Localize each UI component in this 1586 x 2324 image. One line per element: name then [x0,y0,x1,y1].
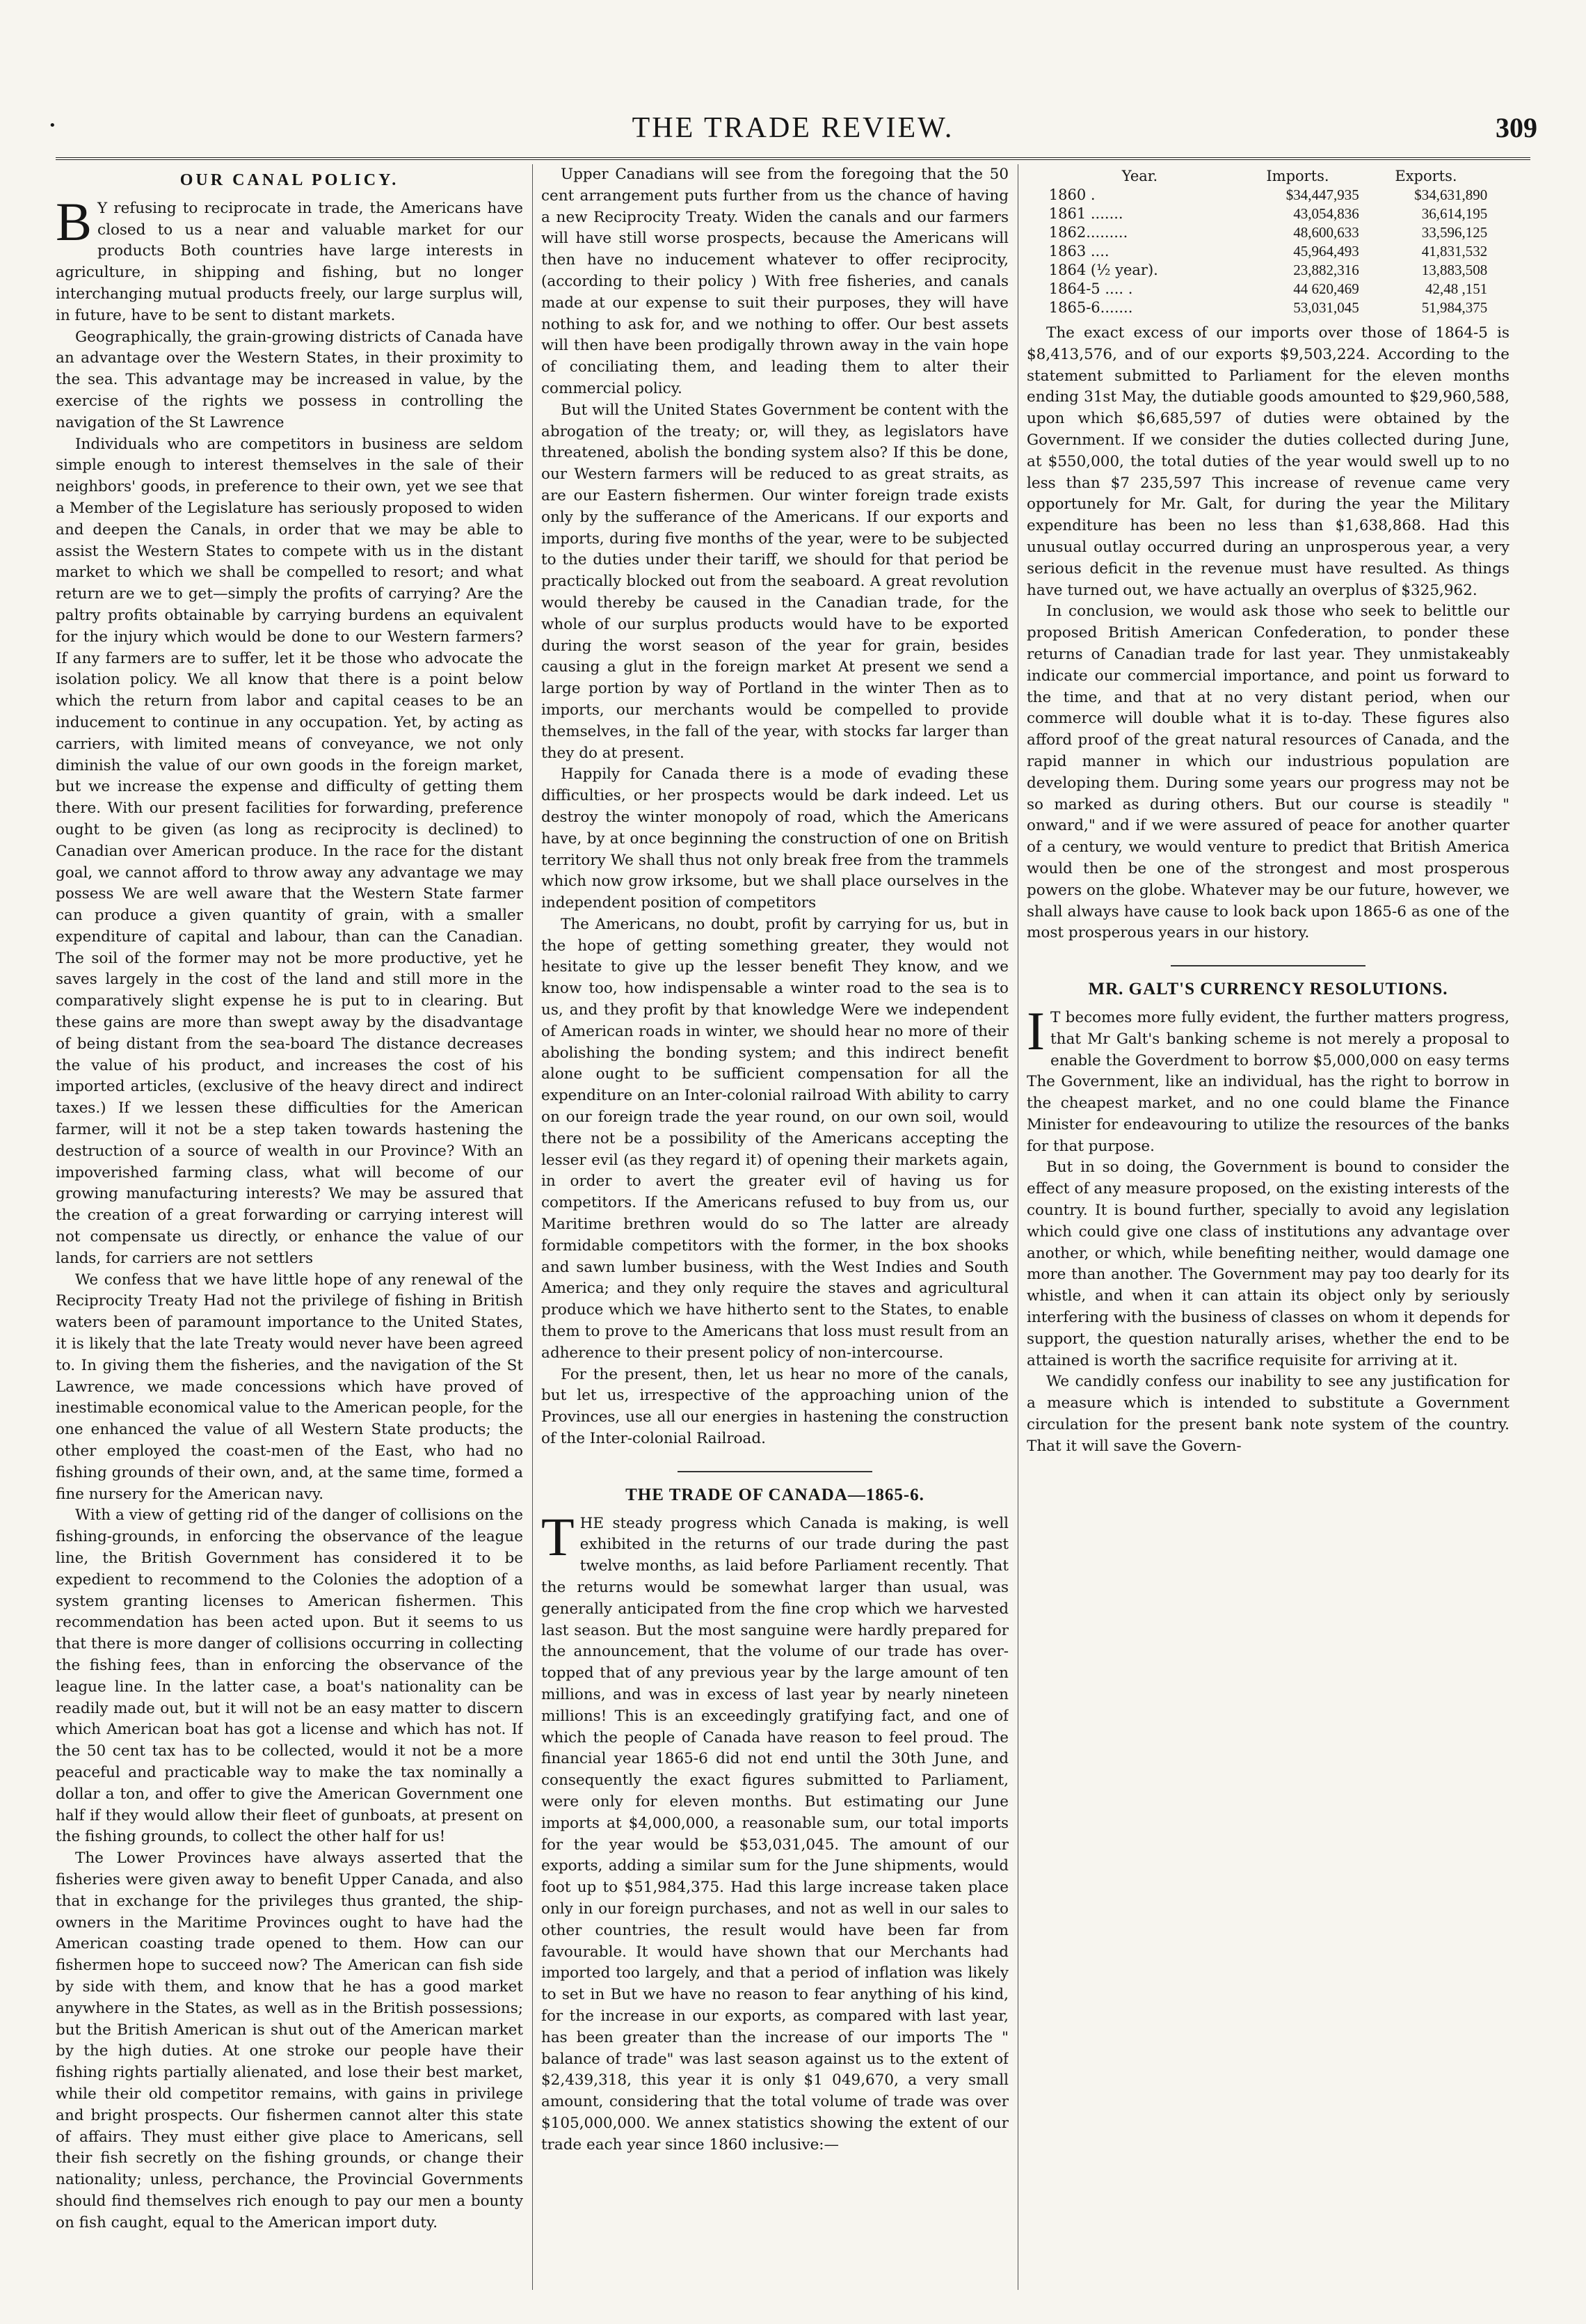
column-3 [1027,164,1509,2290]
galt-article-title: MR. GALT'S CURRENCY RESOLUTIONS. [1088,980,1448,999]
imports-cell: $34,447,935 [1285,186,1359,203]
column-header: Exports. [1395,168,1457,184]
trade-statistics-table [1046,167,1490,317]
masthead: THE TRADE REVIEW. [632,112,954,144]
trade-article-title: THE TRADE OF CANADA—1865-6. [625,1485,924,1504]
exports-cell: 33,596,125 [1421,224,1488,241]
header-rule [56,157,1530,160]
canal-paragraph: We confess that we have little hope of any renewal of the Reciprocity Treaty Had not the privilege of fishing in British waters been of paramount importance to the United States, it is likely that the late Treaty would never have been agreed to. In giving them the fisheries, and the navigation of the St Lawrence, we made concessions which have proved of inestimable economical value to the American people, for the one enhanced the value of all Western State products; the other employed the coast-men of the East, who had no fishing grounds of their own, and, at the same time, formed a fine nursery for the American navy. [56,1271,523,1503]
paragraph-text: Y refusing to reciprocate in trade, the Americans have closed to us a near and valuable market for our products Both countries have large interests in agriculture, in shipping and fishing, but no longer interchanging mutual products freely, our large surplus will, in future, have to be sent to distant markets. [56,199,523,324]
article-separator [678,1471,872,1472]
trade-paragraph: In conclusion, we would ask those who seek to belittle our proposed British American Confederation, to ponder these returns of Canadian trade for last year. They unmistakeably indicate our commercial importance, and point us forward to the time, and that at no very distant period, when our commerce will double what it is to-day. These figures also afford proof of the great natural resources of Canada, and the rapid manner in which our industrious population are developing them. During some years our progress may not be so marked as during others. But our course is steadily " onward," and if we were assured of peace for another quarter of a century, we would venture to predict that British America would then be one of the strongest and most prosperous powers on the globe. Whatever may be our future, however, we shall always have cause to look back upon 1865-6 as one of the most prosperous years in our history. [1027,603,1509,942]
paragraph-text: T becomes more fully evident, the further matters progress, that Mr Galt's banking scheme is not merely a proposal to enable the Goverdment to borrow $5,000,000 on easy terms The Government, like an individual, has the right to borrow in the cheapest market, and no one could blame the Finance Minister for endeavouring to utilize the resources of the banks for that purpose. [1027,1008,1509,1155]
year-cell: 1860 . [1048,186,1096,203]
imports-cell: 43,054,836 [1293,205,1359,222]
year-cell: 1864 (½ year). [1048,262,1158,278]
bullet-mark: • [49,118,56,133]
imports-cell: 44 620,469 [1293,280,1359,297]
exports-cell: 13,883,508 [1421,262,1488,278]
exports-cell: 41,831,532 [1421,243,1488,260]
canal-paragraph: Geographically, the grain-growing districts of Canada have an advantage over the Western States, in their proximity to the sea. This advantage may be increased in value, by the exercise of the rights we possess in controlling the navigation of the St Lawrence [56,328,523,431]
page-number: 309 [1496,112,1537,143]
drop-cap: B [56,191,93,252]
running-head [49,111,1537,150]
trade-paragraph: The exact excess of our imports over those of 1864-5 is $8,413,576, and of our exports $9,503,224. According to the statement submitted to Parliament for the eleven months ending 31st May, the dutiable goods amounted to $29,960,588, upon which $6,685,597 of duties were obtained by the Government. If we consider the duties collected during June, at $550,000, the total duties of the year would swell up to no less than $7 235,597 This increase of revenue came very opportunely for Mr. Galt, for during the year the Military expenditure has been no less than $1,638,868. Had this unusual outlay occurred during an unprosperous year, a very serious deficit in the revenue must have resulted. As things have turned out, we have actually an overplus of $325,962. [1027,324,1509,599]
exports-cell: 51,984,375 [1421,299,1488,316]
canal-article-title: OUR CANAL POLICY. [179,171,399,189]
table-row [1046,242,1490,261]
canal-paragraph: Individuals who are competitors in business are seldom simple enough to interest themselves in the sale of their neighbors' goods, in preference to their own, yet we see that a Member of the Legislature has seriously proposed to widen and deepen the Canals, in order that we may be able to assist the Western States to compete with us in the distant market to which we shall be compelled to resort; and what return are we to get—simply the profits of carrying? Are the paltry profits obtainable by carrying burdens an equivalent for the injury which would be done to our Western farmers? If any farmers are to suffer, let it be those who advocate the isolation policy. We all know that there is a point below which the return from labor and capital ceases to be an inducement to continue in any occupation. Yet, by acting as carriers, with limited means of conveyance, we not only diminish the value of our own goods in the foreign market, but we increase the expense and difficulty of getting them there. With our present facilities for forwarding, preference ought to be given (as long as reciprocity is declined) to Canadian over American produce. In the race for the distant goal, we cannot afford to throw away any advantage we may possess We are well aware that the Western State farmer can produce a given quantity of grain, with a smaller expenditure of capital and labour, than can the Canadian. The soil of the former may not be more productive, yet he saves largely in the cost of the land and still more in the comparatively slight expense he is put to in clearing. But these gains are more than swept away by the disadvantage of being distant from the sea-board The distance decreases the value of his product, and increases the cost of his imported articles, (exclusive of the heavy direct and indirect taxes.) If we lessen these difficulties for the American farmer, will it not be a step taken towards hastening the destruction of a source of wealth in our Province? With an impoverished farming class, what will become of our growing manufacturing interests? We may be assured that the creation of a great forwarding or carrying interest will not compensate us directly, or enhance the value of our lands, for carriers are not settlers [56,435,523,1267]
year-cell: 1862......... [1048,224,1128,241]
galt-paragraph: We candidly confess our inability to see any justification for a measure which is intended to substitute a Government circulation for the present bank note system of the country. That it will save the Govern- [1027,1373,1509,1455]
trade-first-paragraph [541,1506,1009,2156]
column-2 [541,164,1009,2290]
canal-first-paragraph [56,191,523,327]
canal-paragraph: With a view of getting rid of the danger of collisions on the fishing-grounds, in enforcing the observance of the league line, the British Government has considered it to be expedient to recommend to the Colonies the adoption of a system granting licenses to American fishermen. This recommendation has been acted upon. But it seems to us that there is more danger of collisions occurring in collecting the fishing fees, than in enforcing the observance of the league line. In the latter case, a boat's nationality can be readily made out, but it will not be an easy matter to discern which American boat has got a license and which has not. If the 50 cent tax has to be collected, would it not be a more peaceful and practicable way to make the tax nominally a dollar a ton, and offer to give the American Government one half if they would allow their fleet of gunboats, at present on the fishing grounds, to collect the other half for us! [56,1506,523,1846]
column-1 [56,164,523,2290]
paragraph-text: HE steady progress which Canada is making, is well exhibited in the returns of our trade during the past twelve months, as laid before Parliament recently. That the returns would be somewhat larger than usual, was generally anticipated from the fine crop which we harvested last season. But the most sanguine were hardly prepared for the announcement, that the volume of our trade has over-topped that of any previous year by the large amount of ten millions, and was in excess of last year by nearly nineteen millions! This is an exceedingly gratifying fact, and one of which the people of Canada have reason to feel proud. The financial year 1865-6 did not end until the 30th June, and consequently the exact figures submitted to Parliament, were only for eleven months. But estimating our June imports at $4,000,000, a reasonable sum, our total imports for the year would be $53,031,045. The amount of our exports, adding a similar sum for the June shipments, would foot up to $51,984,375. Had this large increase taken place only in our foreign purchases, and not as well in our sales to other countries, the result would have been far from favourable. It would have shown that our Merchants had imported too largely, and that a period of inflation was likely to set in But we have no reason to fear anything of his kind, for the increase in our exports, as compared with last year, has been greater than the increase of our imports The " balance of trade" was last season against us to the extent of $2,439,318, this year it is only $1 049,670, a very small amount, considering that the total volume of trade was over $105,000,000. We annex statistics showing the extent of our trade each year since 1860 inclusive:— [541,1514,1009,2154]
article-separator [1171,965,1365,966]
column-header: Imports. [1266,168,1329,184]
imports-cell: 48,600,633 [1293,224,1359,241]
table-row [1046,299,1490,317]
year-cell: 1863 .... [1048,243,1110,260]
exports-cell: $34,631,890 [1414,186,1488,203]
drop-cap: T [541,1506,575,1567]
table-row [1046,186,1490,205]
canal-paragraph: The Americans, no doubt, profit by carrying for us, but in the hope of getting something greater, they would not hesitate to give up the lesser benefit They know, and we know too, how indispensable a winter road to the sea is to us, and they profit by that knowledge Were we independent of American roads in winter, we should hear no more of their abolishing the bonding system; and this indirect benefit alone ought to be sufficient compensation for all the expenditure on an Inter-colonial railroad With ability to carry on our foreign trade the year round, on our own soil, would there not be a possibility of the Americans accepting the lesser evil (as they regard it) of opening their markets again, in order to avert the greater evil of having us for competitors. If the Americans refused to buy from us, our Maritime brethren would do so The latter are already formidable competitors with the former, in the box shooks and sawn lumber business, with the West Indies and South America; and they only require the staves and agricultural produce which we have hitherto sent to the States, to enable them to prove to the Americans that loss must result from an adherence to their present policy of non-intercourse. [541,915,1009,1362]
imports-cell: 53,031,045 [1293,299,1359,316]
imports-cell: 23,882,316 [1293,262,1359,278]
galt-paragraph: But in so doing, the Government is bound to consider the effect of any measure proposed, on the existing interests of the country. It is bound further, specially to avoid any legislation which could give one class of institutions any advantage over another, or which, while benefiting neither, would damage one more than another. The Government may pay too dearly for its whistle, and when it can attain its object only by seriously interfering with the business of classes on whom it depends for support, the question naturally arises, whether the end to be attained is worth the sacrifice requisite for arriving at it. [1027,1159,1509,1369]
year-cell: 1861 ....... [1048,205,1123,222]
canal-paragraph: But will the United States Government be content with the abrogation of the treaty; or, will they, as legislators have threatened, abolish the bonding system also? If this be done, our Western farmers will be reduced to as great straits, as are our Eastern fishermen. Our winter foreign trade exists only by the sufferance of the Americans. If our exports and imports, during five months of the year, were to be subjected to the duties under their tariff, we should for that period be practically blocked out from the seaboard. A great revolution would thereby be caused in the Canadian trade, for the whole of our surplus products would have to be exported during the worst season of the year for grain, besides causing a glut in the foreign market At present we send a large portion by way of Portland in the winter Then as to imports, our merchants would be compelled to provide themselves, in the fall of the year, with stocks far larger than they do at present. [541,401,1009,762]
column-divider [532,164,533,2290]
table-row [1046,205,1490,223]
table-header-row [1046,167,1490,186]
canal-paragraph: For the present, then, let us hear no more of the canals, but let us, irrespective of the approaching union of the Provinces, use all our energies in hastening the construction of the Inter-colonial Railroad. [541,1365,1009,1448]
canal-paragraph: Upper Canadians will see from the foregoing that the 50 cent arrangement puts further from us the chance of having a new Reciprocity Treaty. Widen the canals and our farmers will have still worse prospects, because the Americans will then have no inducement whatever to offer reciprocity, (according to their policy ) With free fisheries, and canals made at our expense to suit their purposes, they will have nothing to ask for, and we nothing to offer. Our best assets will then have been prodigally thrown away in the vain hope of conciliating them, and leading them to alter their commercial policy. [541,166,1009,397]
drop-cap: I [1027,1000,1045,1061]
table-row [1046,261,1490,280]
column-header: Year. [1121,168,1158,184]
galt-first-paragraph [1027,1000,1509,1158]
year-cell: 1865-6....... [1048,299,1133,316]
canal-paragraph: The Lower Provinces have always asserted that the fisheries were given away to benefit Upper Canada, and also that in exchange for the privileges thus granted, the ship-owners in the Maritime Provinces ought to have had the American coasting trade opened to them. How can our fishermen hope to succeed now? The American can fish side by side with them, and know that he has a good market anywhere in the States, as well as in the British possessions; but the British American is shut out of the American market by the high duties. At one stroke our people have their fishing rights partially alienated, and lose their best market, while their old competitor remains, with gains in privilege and bright prospects. Our fishermen cannot alter this state of affairs. They must either give place to Americans, sell their fish secretly on the fishing grounds, or change their nationality; unless, perchance, the Provincial Governments should find themselves rich enough to pay our men a bounty on fish caught, equal to the American import duty. [56,1849,523,2231]
table-row [1046,223,1490,242]
year-cell: 1864-5 .... . [1048,280,1133,297]
imports-cell: 45,964,493 [1293,243,1359,260]
table-row [1046,280,1490,299]
exports-cell: 36,614,195 [1421,205,1488,222]
canal-paragraph: Happily for Canada there is a mode of evading these difficulties, or her prospects would be dark indeed. Let us destroy the winter monopoly of road, which the Americans have, by at once beginning the construction of one on British territory We shall thus not only break free from the trammels which now grow irksome, but we shall place ourselves in the independent position of competitors [541,765,1009,912]
exports-cell: 42,48 ,151 [1425,280,1488,297]
